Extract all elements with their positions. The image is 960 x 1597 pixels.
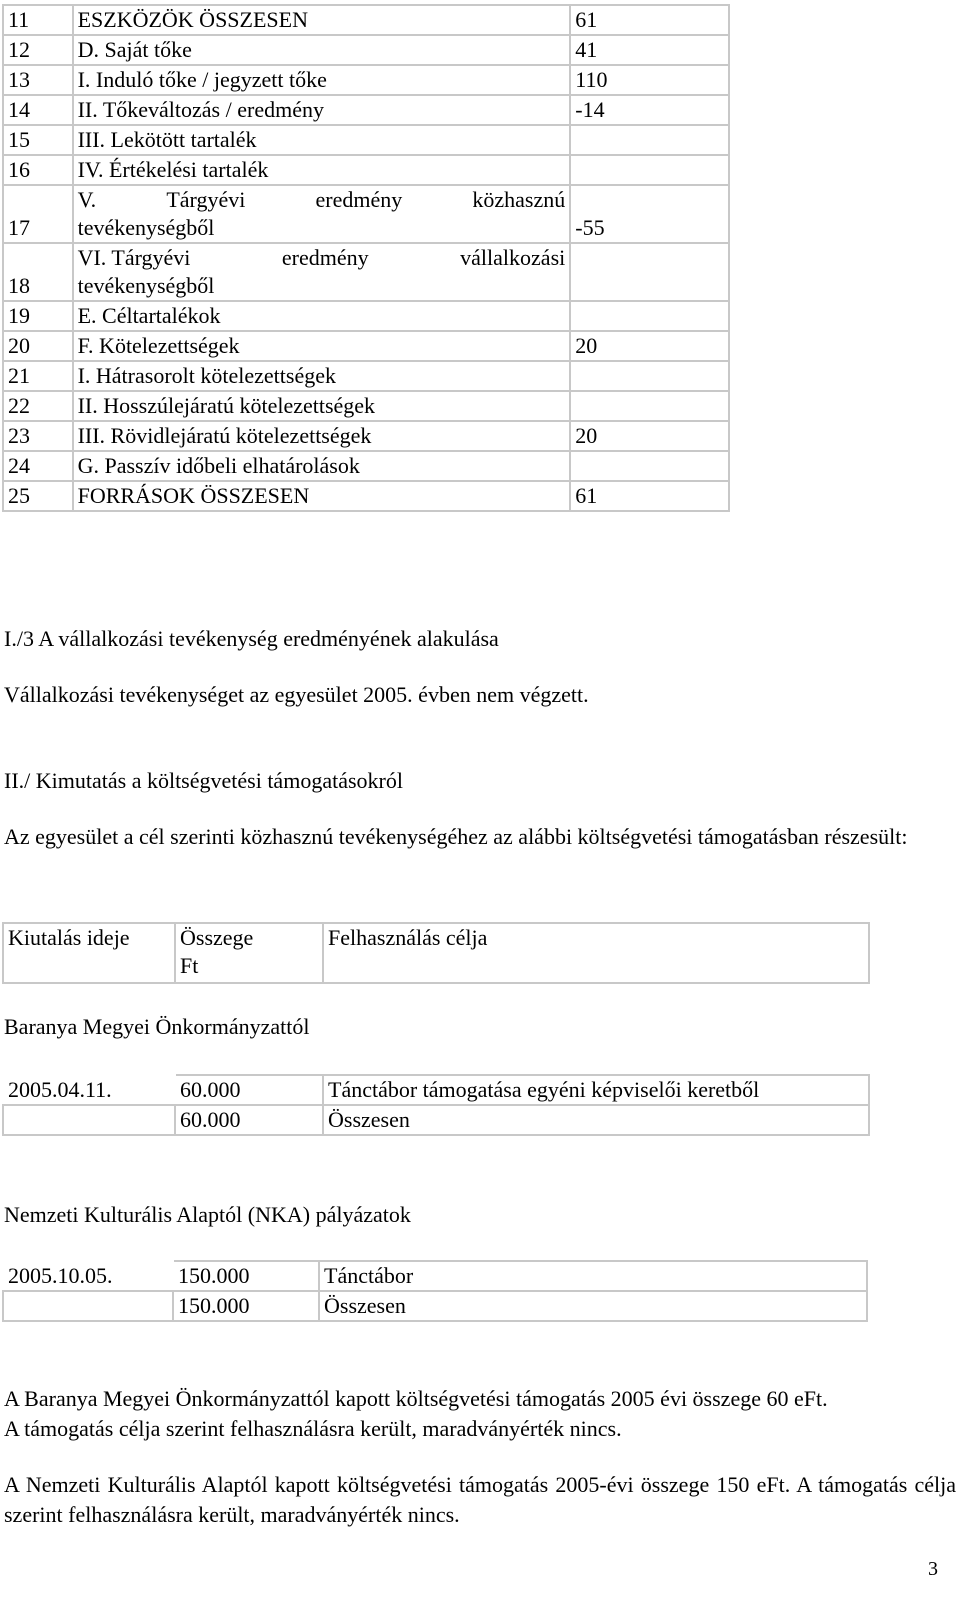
table-row bbox=[3, 125, 729, 155]
table-row bbox=[3, 65, 729, 95]
row-label: III. Lekötött tartalék bbox=[73, 125, 571, 155]
header-amount: Összege Ft bbox=[175, 923, 323, 983]
row-number: 16 bbox=[3, 155, 73, 185]
row-label bbox=[73, 185, 571, 243]
row-number: 13 bbox=[3, 65, 73, 95]
row-value: 61 bbox=[570, 481, 729, 511]
row-number: 11 bbox=[3, 5, 73, 35]
row-number: 15 bbox=[3, 125, 73, 155]
row-label-line2: tevékenységből bbox=[77, 215, 215, 240]
table-row bbox=[3, 155, 729, 185]
row-number: 12 bbox=[3, 35, 73, 65]
nka-table bbox=[2, 1260, 868, 1322]
table-header-row bbox=[3, 923, 869, 983]
row-value bbox=[570, 451, 729, 481]
row-value: -55 bbox=[570, 185, 729, 243]
row-label: I. Hátrasorolt kötelezettségek bbox=[73, 361, 571, 391]
row-value bbox=[570, 243, 729, 301]
row-number: 19 bbox=[3, 301, 73, 331]
page-number: 3 bbox=[928, 1558, 938, 1580]
section-heading-ii: II./ Kimutatás a költségvetési támogatásokról bbox=[4, 768, 403, 793]
row-value bbox=[570, 155, 729, 185]
row-label: F. Kötelezettségek bbox=[73, 331, 571, 361]
row-label bbox=[73, 243, 571, 301]
row-label-line1: VI. Tárgyévi eredmény vállalkozási bbox=[77, 245, 566, 270]
table-row bbox=[3, 95, 729, 125]
amount-cell: 150.000 bbox=[173, 1291, 319, 1321]
row-number: 25 bbox=[3, 481, 73, 511]
table-row bbox=[3, 1075, 869, 1105]
table-row bbox=[3, 301, 729, 331]
row-value: -14 bbox=[570, 95, 729, 125]
balance-table bbox=[2, 4, 730, 512]
summary-p2: A Nemzeti Kulturális Alaptól kapott költségvetési támogatás 2005-évi összege 150 eFt. A támogatás célja szerint felhasználásra került, maradványérték nincs. bbox=[4, 1472, 956, 1527]
row-number: 20 bbox=[3, 331, 73, 361]
row-label-line2: tevékenységből bbox=[77, 273, 215, 298]
nka-title: Nemzeti Kulturális Alaptól (NKA) pályázatok bbox=[4, 1202, 411, 1227]
header-purpose: Felhasználás célja bbox=[323, 923, 869, 983]
row-value bbox=[570, 301, 729, 331]
row-label: FORRÁSOK ÖSSZESEN bbox=[73, 481, 571, 511]
purpose-cell: Tánctábor támogatása egyéni képviselői keretből bbox=[323, 1075, 869, 1105]
row-label-line1: V. Tárgyévi eredmény közhasznú bbox=[77, 187, 566, 212]
row-label: I. Induló tőke / jegyzett tőke bbox=[73, 65, 571, 95]
row-number: 22 bbox=[3, 391, 73, 421]
section-text-i3: Vállalkozási tevékenységet az egyesület 2005. évben nem végzett. bbox=[4, 682, 589, 707]
row-number: 21 bbox=[3, 361, 73, 391]
row-value: 20 bbox=[570, 421, 729, 451]
table-row bbox=[3, 331, 729, 361]
row-number: 24 bbox=[3, 451, 73, 481]
row-label: III. Rövidlejáratú kötelezettségek bbox=[73, 421, 571, 451]
table-row bbox=[3, 421, 729, 451]
row-number: 18 bbox=[3, 243, 73, 301]
table-row bbox=[3, 243, 729, 301]
row-label: E. Céltartalékok bbox=[73, 301, 571, 331]
table-row bbox=[3, 5, 729, 35]
header-date: Kiutalás ideje bbox=[3, 923, 175, 983]
row-label: D. Saját tőke bbox=[73, 35, 571, 65]
date-cell bbox=[3, 1291, 173, 1321]
row-label: ESZKÖZÖK ÖSSZESEN bbox=[73, 5, 571, 35]
date-cell bbox=[3, 1105, 175, 1135]
table-row bbox=[3, 481, 729, 511]
table-row bbox=[3, 361, 729, 391]
date-cell: 2005.04.11. bbox=[3, 1075, 175, 1105]
row-label: G. Passzív időbeli elhatárolások bbox=[73, 451, 571, 481]
row-label: IV. Értékelési tartalék bbox=[73, 155, 571, 185]
table-row bbox=[3, 451, 729, 481]
table-row bbox=[3, 1105, 869, 1135]
row-number: 17 bbox=[3, 185, 73, 243]
amount-cell: 60.000 bbox=[175, 1105, 323, 1135]
row-number: 23 bbox=[3, 421, 73, 451]
table-row bbox=[3, 1291, 867, 1321]
row-number: 14 bbox=[3, 95, 73, 125]
summary-p1-line2: A támogatás célja szerint felhasználásra került, maradványérték nincs. bbox=[4, 1416, 622, 1441]
row-value: 61 bbox=[570, 5, 729, 35]
row-label: II. Tőkeváltozás / eredmény bbox=[73, 95, 571, 125]
amount-cell: 60.000 bbox=[175, 1075, 323, 1105]
row-value: 20 bbox=[570, 331, 729, 361]
support-header-table bbox=[2, 922, 870, 984]
date-cell: 2005.10.05. bbox=[3, 1261, 173, 1291]
row-value bbox=[570, 391, 729, 421]
row-value bbox=[570, 125, 729, 155]
section-heading-i3: I./3 A vállalkozási tevékenység eredményének alakulása bbox=[4, 626, 499, 651]
table-row bbox=[3, 35, 729, 65]
section-text-ii: Az egyesület a cél szerinti közhasznú tevékenységéhez az alábbi költségvetési támogatásban részesült: bbox=[4, 824, 908, 849]
row-value: 41 bbox=[570, 35, 729, 65]
baranya-table bbox=[2, 1074, 870, 1136]
row-value: 110 bbox=[570, 65, 729, 95]
row-value bbox=[570, 361, 729, 391]
table-row bbox=[3, 1261, 867, 1291]
table-row bbox=[3, 391, 729, 421]
purpose-cell: Összesen bbox=[319, 1291, 867, 1321]
purpose-cell: Összesen bbox=[323, 1105, 869, 1135]
table-row bbox=[3, 185, 729, 243]
purpose-cell: Tánctábor bbox=[319, 1261, 867, 1291]
amount-cell: 150.000 bbox=[173, 1261, 319, 1291]
baranya-title: Baranya Megyei Önkormányzattól bbox=[4, 1014, 310, 1039]
summary-p1-line1: A Baranya Megyei Önkormányzattól kapott költségvetési támogatás 2005 évi összege 60 eFt. bbox=[4, 1386, 828, 1411]
row-label: II. Hosszúlejáratú kötelezettségek bbox=[73, 391, 571, 421]
